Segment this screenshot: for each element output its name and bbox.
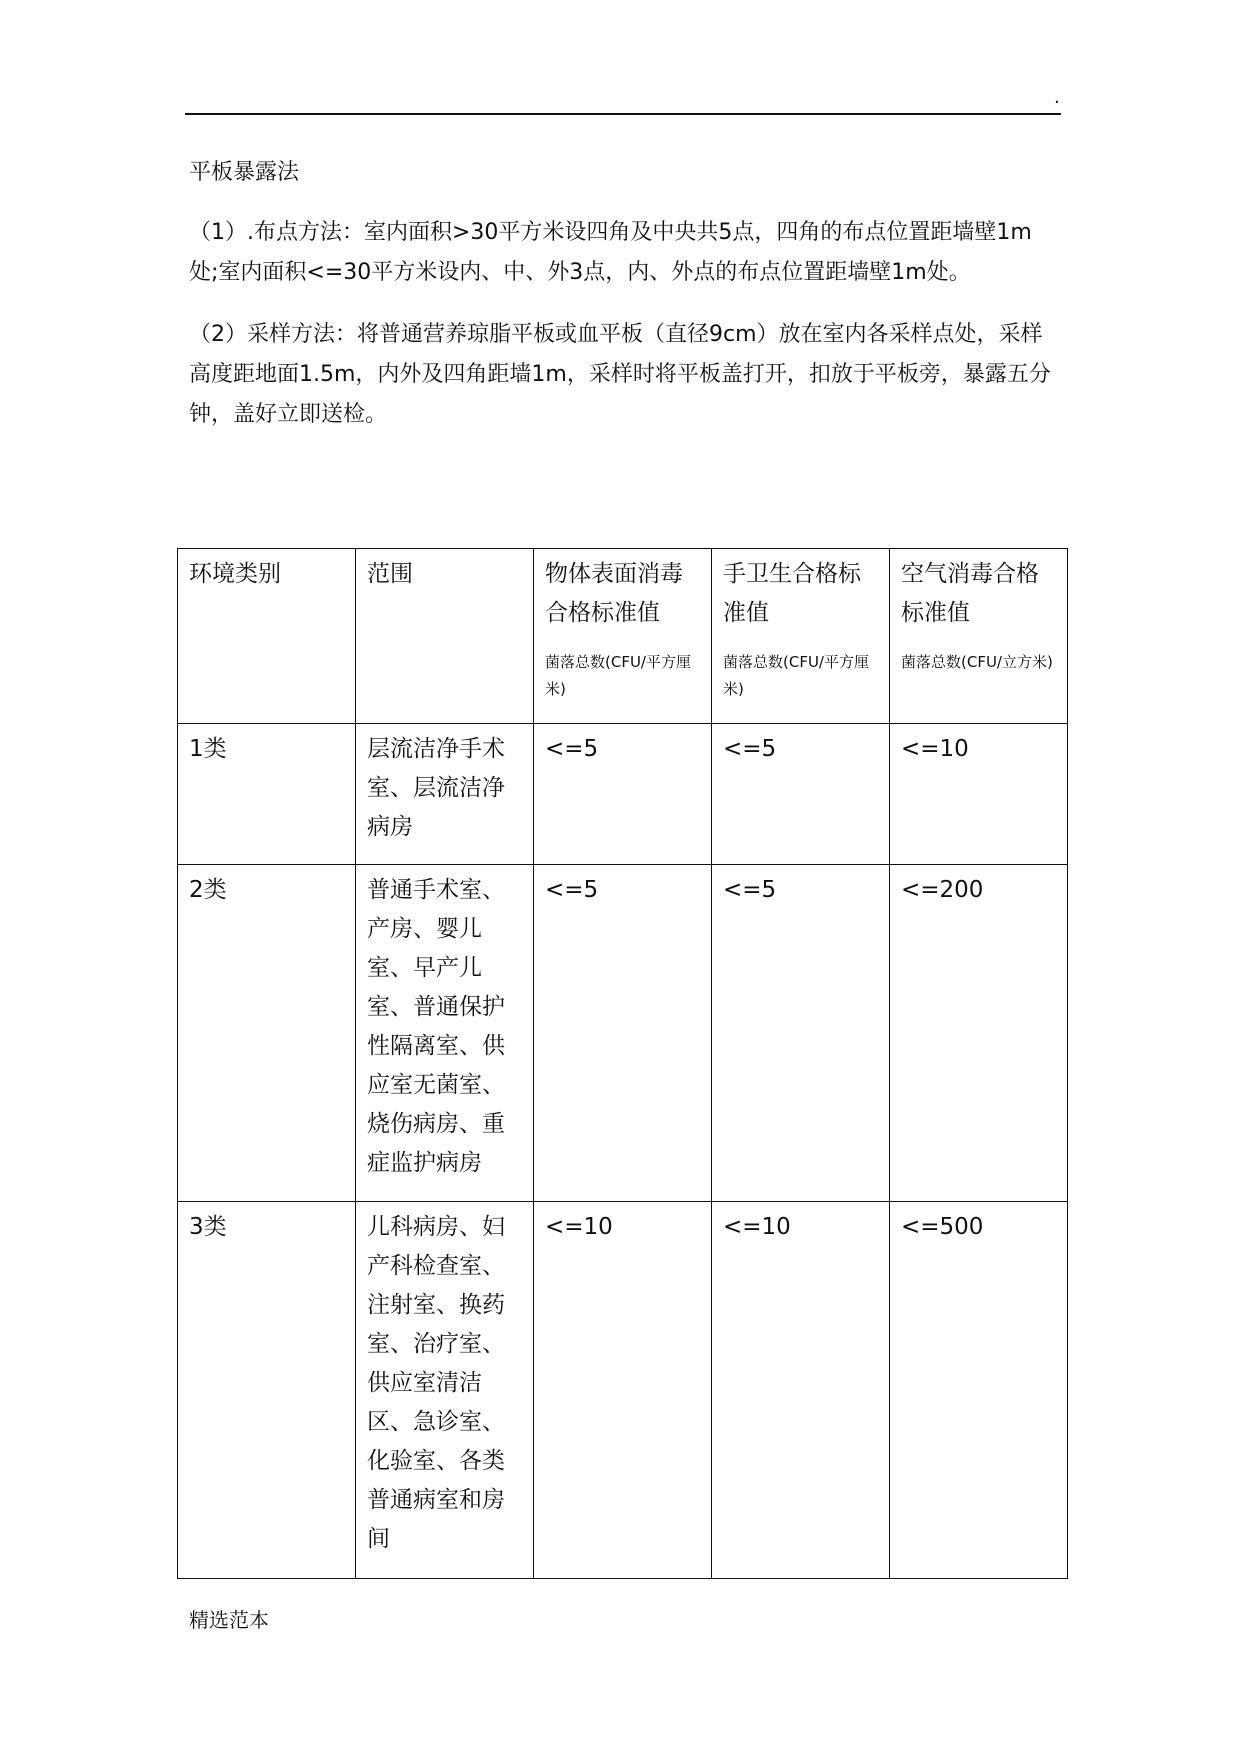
table-header-row: [178, 549, 1068, 724]
header-unit: 菌落总数(CFU/平方厘米): [723, 653, 869, 698]
header-rule: [185, 113, 1061, 115]
table-row: [178, 865, 1068, 1202]
cell-hand: <=10: [712, 1202, 890, 1579]
cell-hand: <=5: [712, 724, 890, 865]
header-mark: .: [1054, 87, 1060, 108]
paragraph-sampling-method: （2）采样方法：将普通营养琼脂平板或血平板（直径9cm）放在室内各采样点处，采样高度距地面1.5m，内外及四角距墙1m，采样时将平板盖打开，扣放于平板旁，暴露五分钟，盖好立即送检。: [189, 322, 1051, 427]
cell-scope: 层流洁净手术室、层流洁净病房: [356, 724, 534, 865]
cell-category: 3类: [178, 1202, 356, 1579]
cell-scope: 儿科病房、妇产科检查室、注射室、换药室、治疗室、供应室清洁区、急诊室、化验室、各类普通病室和房间: [356, 1202, 534, 1579]
header-unit: 菌落总数(CFU/立方米): [901, 653, 1053, 671]
cell-surface: <=5: [534, 724, 712, 865]
table-row: [178, 724, 1068, 865]
header-label: 空气消毒合格标准值: [901, 561, 1039, 626]
section-title: 平板暴露法: [189, 160, 300, 185]
header-label: 手卫生合格标准值: [723, 561, 861, 626]
paragraph-layout-method: （1）.布点方法：室内面积>30平方米设四角及中央共5点，四角的布点位置距墙壁1m处;室内面积<=30平方米设内、中、外3点，内、外点的布点位置距墙壁1m处。: [189, 220, 1032, 285]
cell-hand: <=5: [712, 865, 890, 1202]
header-surface-standard: [534, 549, 712, 724]
cell-air: <=200: [890, 865, 1068, 1202]
table-row: [178, 1202, 1068, 1579]
header-scope: 范围: [356, 549, 534, 724]
cell-scope: 普通手术室、产房、婴儿室、早产儿室、普通保护性隔离室、供应室无菌室、烧伤病房、重症监护病房: [356, 865, 534, 1202]
cell-category: 1类: [178, 724, 356, 865]
header-label: 物体表面消毒合格标准值: [545, 561, 683, 626]
header-category: 环境类别: [178, 549, 356, 724]
cell-category: 2类: [178, 865, 356, 1202]
header-hand-standard: [712, 549, 890, 724]
header-unit: 菌落总数(CFU/平方厘米): [545, 653, 691, 698]
cell-air: <=10: [890, 724, 1068, 865]
header-air-standard: [890, 549, 1068, 724]
footer-text: 精选范本: [189, 1608, 269, 1632]
cell-air: <=500: [890, 1202, 1068, 1579]
cell-surface: <=5: [534, 865, 712, 1202]
disinfection-standard-table: [177, 548, 1068, 1579]
cell-surface: <=10: [534, 1202, 712, 1579]
